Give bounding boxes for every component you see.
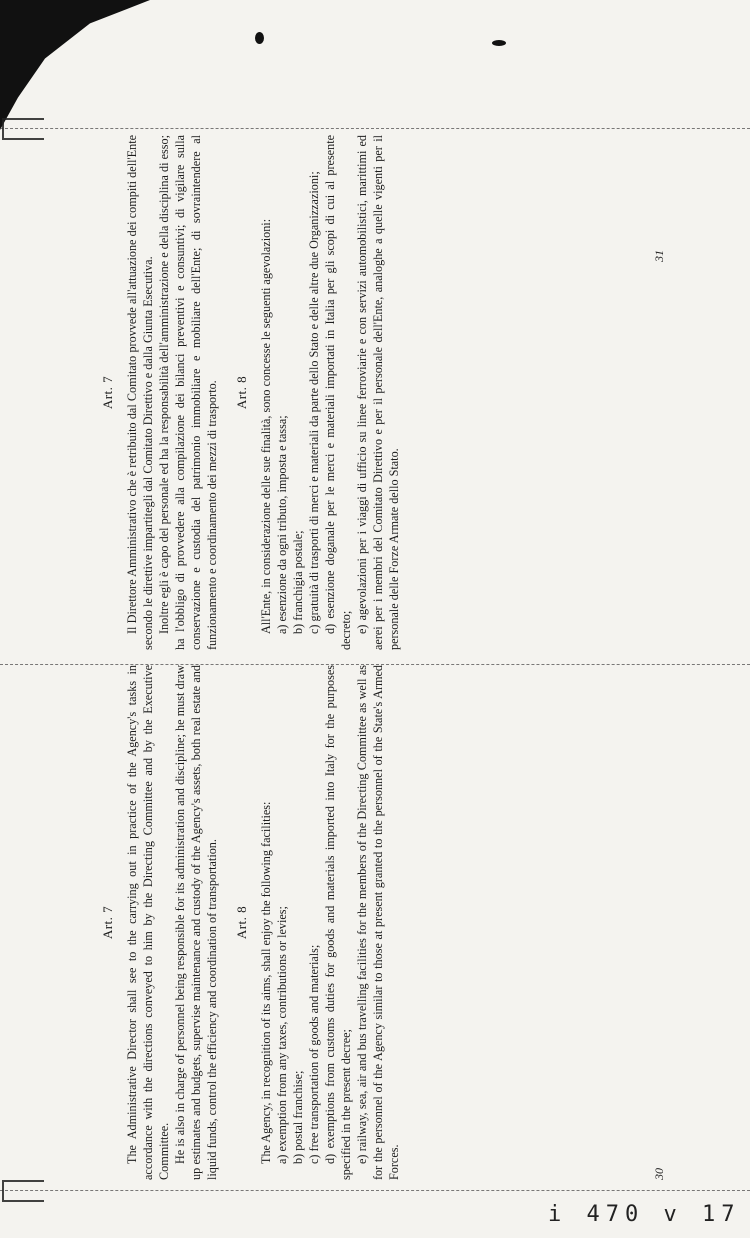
handwritten-annotation: i 470 v 17: [548, 1202, 741, 1227]
paragraph: All'Ente, in considerazione delle sue finalità, sono concesse le seguenti agevolazioni:: [259, 218, 273, 634]
article-7-italian: [100, 135, 220, 650]
article-heading: Art. 8: [234, 905, 249, 940]
page-number-left: 30: [652, 1168, 666, 1180]
paragraph: He is also in charge of personnel being responsible for its administration and discipline; he must draw up estimates and budgets, supervise maintenance and custody of the Agency's assets, both real estate and liquid funds, control the efficiency and coordination of transportation.: [173, 665, 219, 1180]
italian-page: [100, 135, 402, 650]
paragraph: The Agency, in recognition of its aims, shall enjoy the following facilities:: [259, 801, 273, 1164]
page-number-right: 31: [652, 250, 666, 262]
paragraph: Il Direttore Amministrativo che è retribuito dal Comitato provvede all'attuazione dei compiti dell'Ente secondo le direttive impartitegli dal Comitato Direttivo e dalla Giunta Esecutiva.: [125, 135, 155, 650]
list-item: a) esenzione da ogni tributo, imposta e tassa;: [275, 415, 289, 634]
article-heading: Art. 7: [100, 905, 115, 940]
binding-mark-top: [2, 118, 44, 140]
paragraph: Inoltre egli è capo del personale ed ha la responsabilità dell'amministrazione e della disciplina di esso; ha l'obbligo di provvedere alla compilazione dei bilanci preventivi e consuntivi; di vigilare sulla conservazione e custodia del patrimonio immobiliare e mobiliare dell'Ente; di sovraintendere al funzionamento e coordinamento dei mezzi di trasporto.: [157, 135, 219, 650]
list-item: b) franchigia postale;: [291, 530, 305, 634]
list-item: e) railway, sea, air and bus travelling facilities for the members of the Directing Committee as well as for the personnel of the Agency similar to those at present granted to the personnel of the State's Armed Forces.: [355, 665, 401, 1180]
article-7-english: [100, 665, 220, 1180]
binding-mark-bottom: [2, 1180, 44, 1202]
paragraph: The Administrative Director shall see to the carrying out in practice of the Agency's tasks in accordance with the directions conveyed to him by the Directing Committee and by the Executive Committee.: [125, 665, 171, 1180]
article-heading: Art. 8: [234, 375, 249, 410]
list-item: d) exemptions from customs duties for goods and materials imported into Italy for the purposes specified in the present decree;: [323, 665, 353, 1180]
english-page: [100, 665, 402, 1180]
list-item: c) gratuità di trasporti di merci e materiali da parte dello Stato e delle altre due Organizzazioni;: [307, 171, 321, 634]
ink-spot: [492, 40, 506, 46]
article-8-english: [234, 665, 402, 1180]
scan-shadow-corner: [0, 0, 150, 130]
list-item: e) agevolazioni per i viaggi di ufficio su linee ferroviarie e con servizi automobilistici, marittimi ed aerei per i membri del Comitato Direttivo e per il personale dell'Ente, analoghe a quelle vigenti per il personale delle Forze Armate dello Stato.: [355, 135, 401, 650]
list-item: c) free transportation of goods and materials;: [307, 944, 321, 1164]
list-item: d) esenzione doganale per le merci e materiali importati in Italia per gli scopi di cui al presente decreto;: [323, 135, 353, 650]
list-item: b) postal franchise;: [291, 1070, 305, 1164]
article-8-italian: [234, 135, 402, 650]
list-item: a) exemption from any taxes, contributions or levies;: [275, 906, 289, 1164]
fold-line-top: [0, 128, 750, 129]
article-heading: Art. 7: [100, 375, 115, 410]
fold-line-bottom: [0, 1190, 750, 1191]
ink-spot: [255, 32, 264, 44]
